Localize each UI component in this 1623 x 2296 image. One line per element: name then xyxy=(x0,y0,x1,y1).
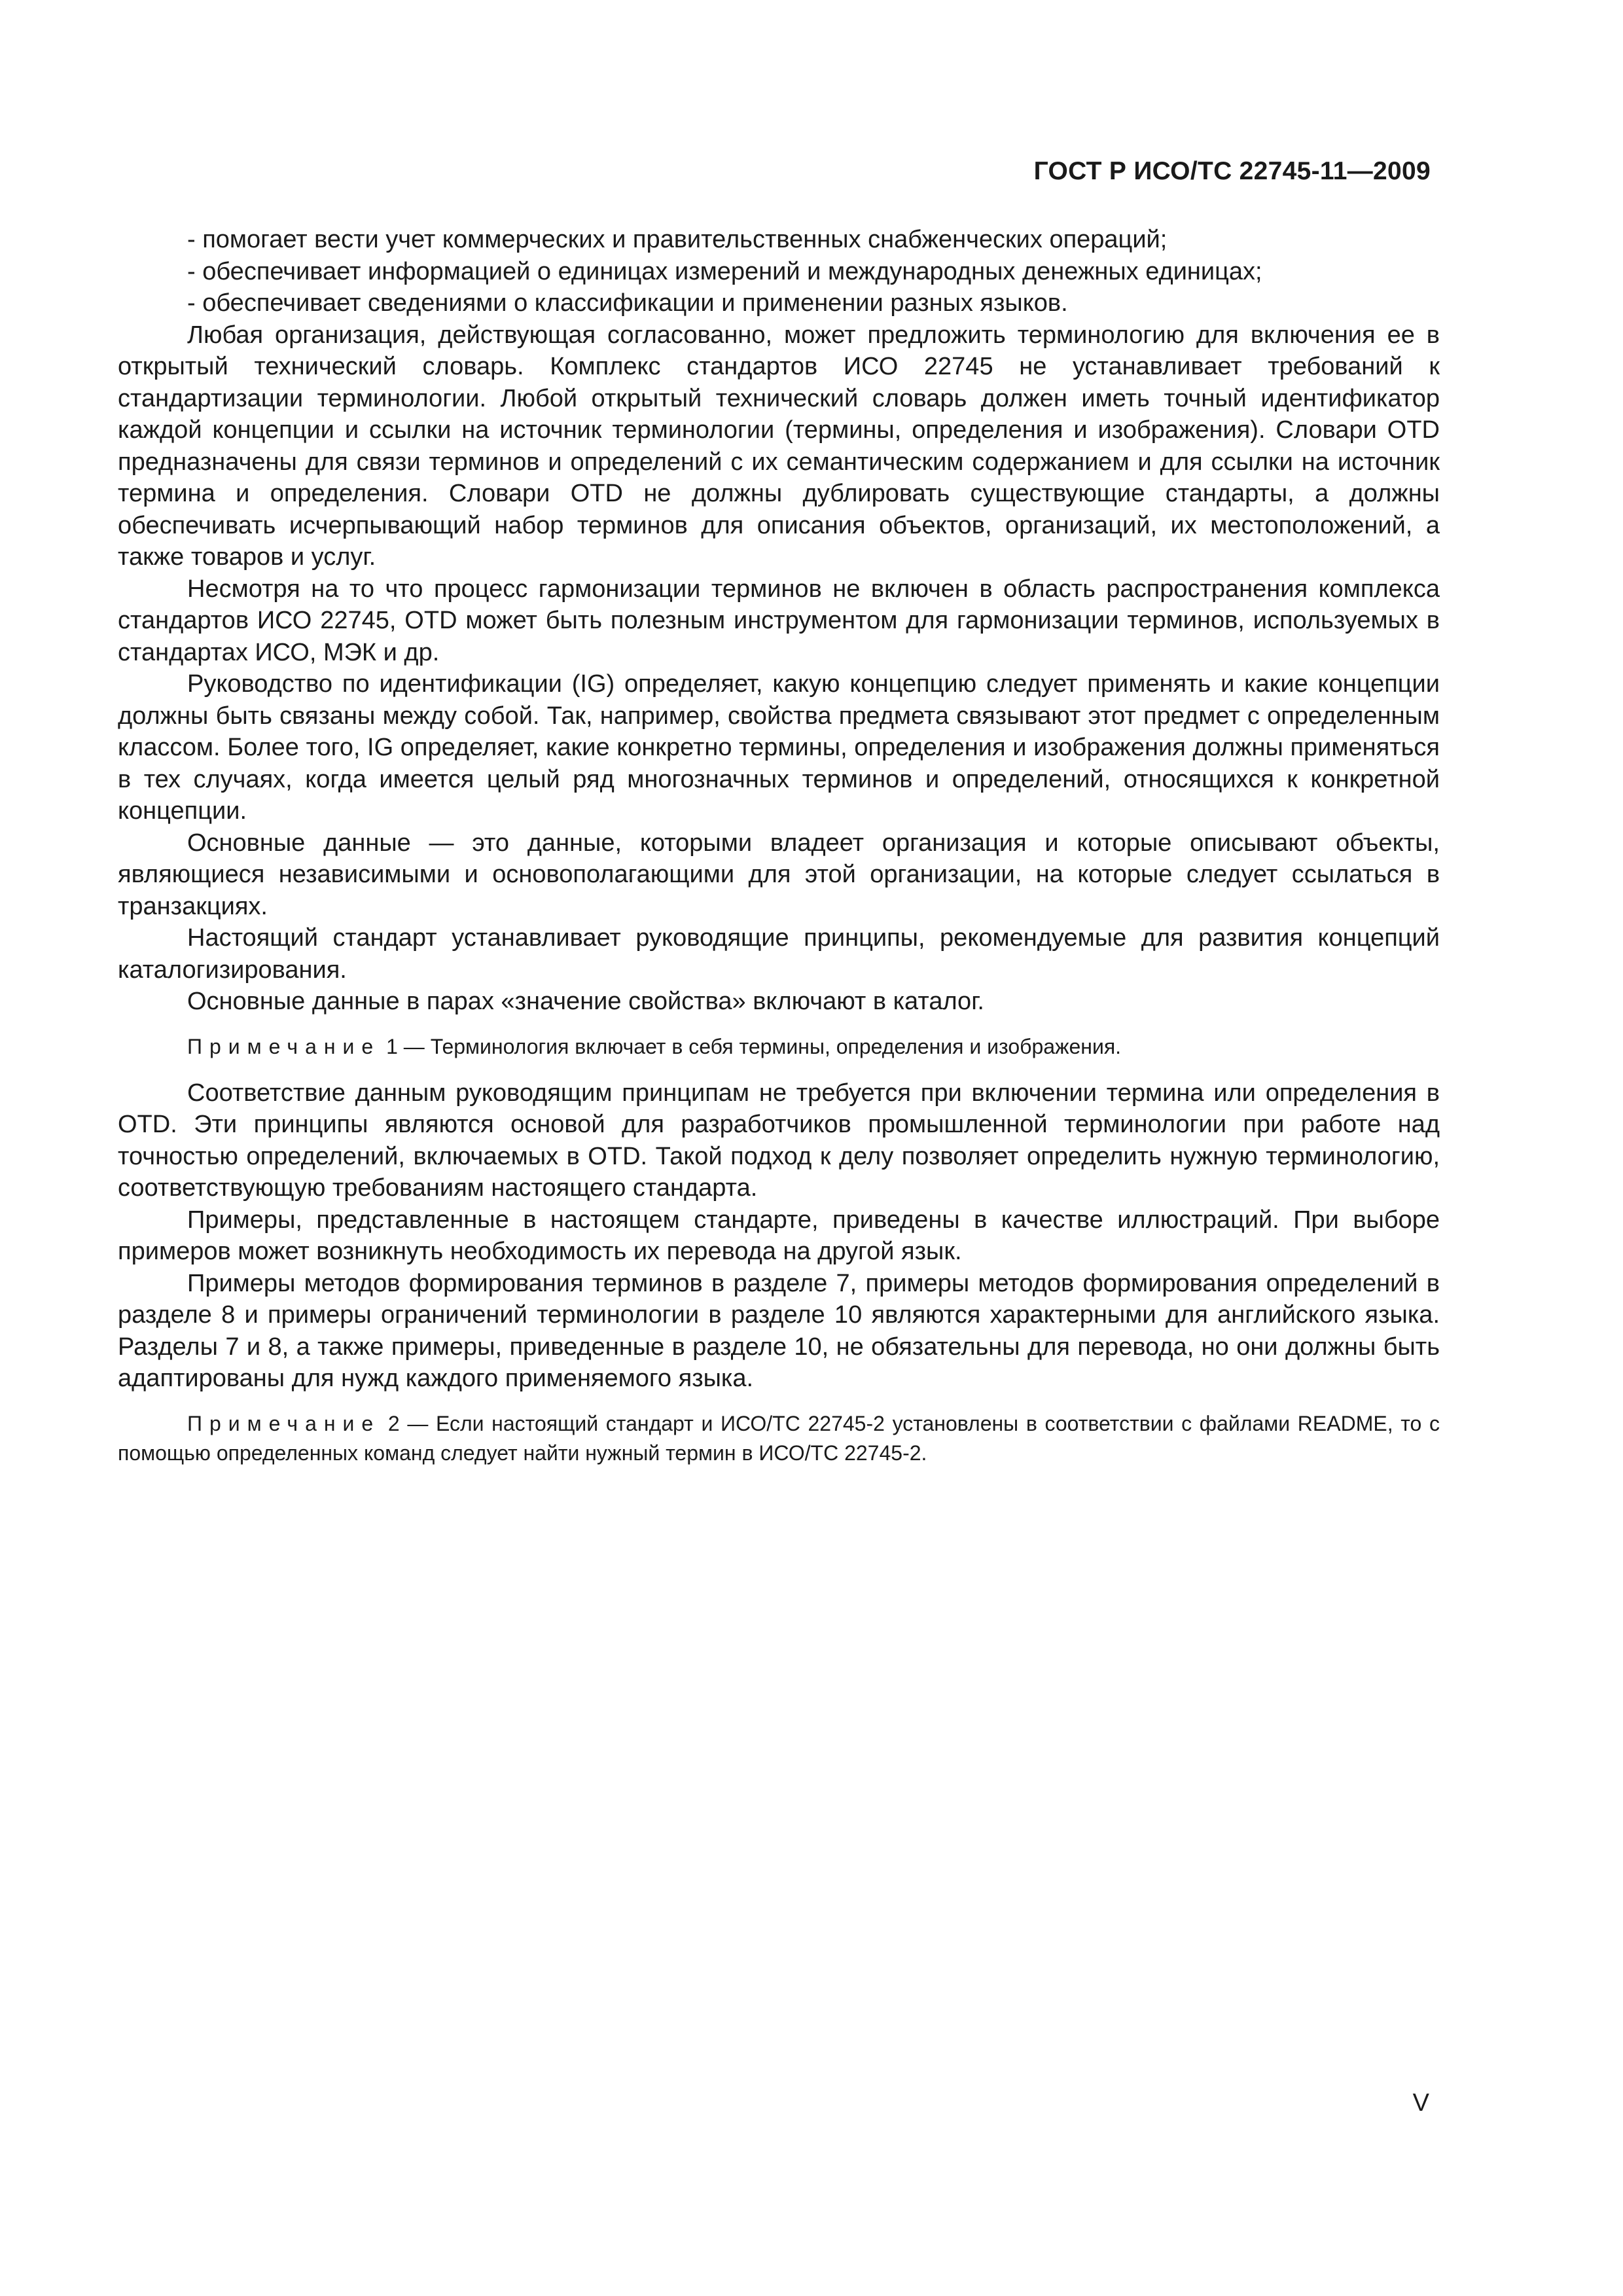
document-body xyxy=(118,224,1440,1484)
note-1 xyxy=(118,1032,1440,1062)
paragraph-master-data: Основные данные — это данные, которыми владеет организация и которые описывают объекты, являющиеся независимыми и основополагающими для этой организации, на которые следует ссылаться в транзакциях. xyxy=(118,829,1440,920)
document-header-id: ГОСТ Р ИСО/ТС 22745-11—2009 xyxy=(1033,157,1431,185)
bullet-item: - обеспечивает информацией о единицах измерений и международных денежных единицах; xyxy=(187,257,1262,285)
paragraph-harmonization: Несмотря на то что процесс гармонизации терминов не включен в область распространения комплекса стандартов ИСО 22745, OTD может быть полезным инструментом для гармонизации терминов, используемых в стандартах ИСО, МЭК и др. xyxy=(118,575,1440,666)
note-1-text: 1 — Терминология включает в себя термины, определения и изображения. xyxy=(380,1034,1122,1058)
page-number: V xyxy=(1412,2089,1429,2117)
paragraph-examples: Примеры, представленные в настоящем стандарте, приведены в качестве иллюстраций. При выборе примеров может возникнуть необходимость их перевода на другой язык. xyxy=(118,1206,1440,1265)
paragraph-property-values: Основные данные в парах «значение свойства» включают в каталог. xyxy=(187,988,984,1015)
bullet-item: - помогает вести учет коммерческих и правительственных снабженческих операций; xyxy=(187,226,1168,253)
paragraph-guidelines: Настоящий стандарт устанавливает руководящие принципы, рекомендуемые для развития концепций каталогизирования. xyxy=(118,924,1440,984)
paragraph-open-dictionary: Любая организация, действующая согласованно, может предложить терминологию для включения ее в открытый технический словарь. Комплекс стандартов ИСО 22745 не устанавливает требований к стандартизации терминологии. Любой открытый технический словарь должен иметь точный идентификатор каждой концепции и ссылки на источник терминологии (термины, определения и изображения). Словари OTD предназначены для связи терминов и определений с их семантическим содержанием и для ссылки на источник термина и определения. Словари OTD не должны дублировать существующие стандарты, а должны обеспечивать исчерпывающий набор терминов для описания объектов, организаций, их местоположений, а также товаров и услуг. xyxy=(118,321,1440,571)
note-1-label: Примечание xyxy=(187,1034,381,1058)
bullet-item: - обеспечивает сведениями о классификации и применении разных языков. xyxy=(187,289,1068,317)
paragraph-compliance: Соответствие данным руководящим принципам не требуется при включении термина или определения в OTD. Эти принципы являются основой для разработчиков промышленной терминологии при работе над точностью определений, включаемых в OTD. Такой подход к делу позволяет определить нужную терминологию, соответствующую требованиям настоящего стандарта. xyxy=(118,1079,1440,1202)
note-2 xyxy=(118,1409,1440,1468)
note-2-label: Примечание xyxy=(187,1411,381,1435)
paragraph-identification-guide: Руководство по идентификации (IG) определяет, какую концепцию следует применять и какие концепции должны быть связаны между собой. Так, например, свойства предмета связывают этот предмет с определенным классом. Более того, IG определяет, какие конкретно термины, определения и изображения должны применяться в тех случаях, когда имеется целый ряд многозначных терминов и определений, относящихся к конкретной концепции. xyxy=(118,670,1440,825)
paragraph-example-methods: Примеры методов формирования терминов в разделе 7, примеры методов формирования определений в разделе 8 и примеры ограничений терминологии в разделе 10 являются характерными для английского языка. Разделы 7 и 8, а также примеры, приведенные в разделе 10, не обязательны для перевода, но они должны быть адаптированы для нужд каждого применяемого языка. xyxy=(118,1269,1440,1392)
note-2-text: 2 — Если настоящий стандарт и ИСО/ТС 22745-2 установлены в соответствии с файлами README, то с помощью определенных команд следует найти нужный термин в ИСО/ТС 22745-2. xyxy=(118,1411,1440,1465)
